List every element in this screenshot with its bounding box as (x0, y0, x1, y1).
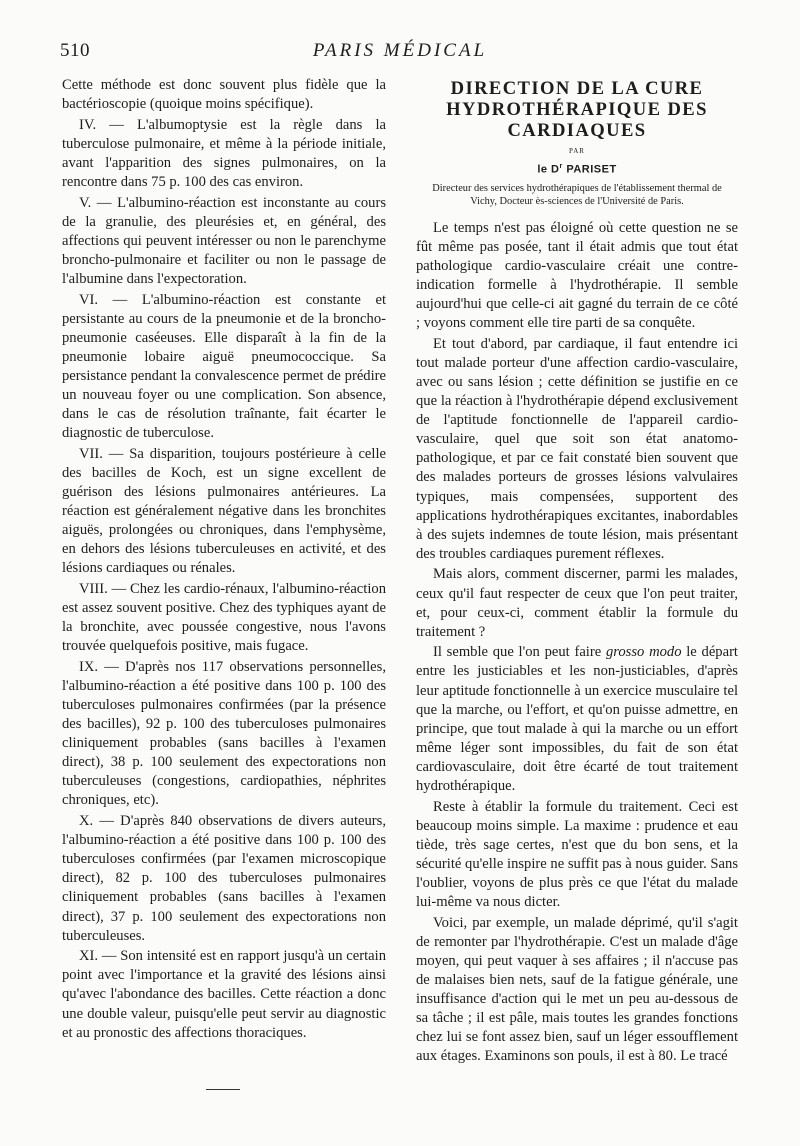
paragraph (416, 643, 738, 796)
paragraph: IV. — L'albumoptysie est la règle dans la tuberculose pulmonaire, et même à la période initiale, avant l'apparition des signes pulmonaires, on la rencontre dans 75 p. 100 des cas environ. (62, 116, 386, 190)
paragraph: VIII. — Chez les cardio-rénaux, l'albumino-réaction est assez souvent positive. Chez des typhiques ayant de la bronchite, avec poussée congestive, nous l'avons trouvée quelquefois positive, mais fugace. (62, 580, 386, 655)
paragraph: VI. — L'albumino-réaction est constante et persistante au cours de la pneumonie et de la broncho-pneumonie caséeuses. Elle disparaît à la fin de la pneumonie lobaire aiguë pneumococcique. Sa persistance pendant la convalescence permet de prédire un nouveau foyer ou une complication. Son absence, dans le cas de résolution traînante, fait écarter le diagnostic de tuberculose. (62, 291, 386, 442)
italic-phrase: grosso modo (605, 644, 682, 661)
paragraph: Voici, par exemple, un malade déprimé, qu'il s'agit de remonter par l'hydrothérapie. C'est un malade d'âge moyen, qui peut vaquer à ses affaires ; il n'accuse pas de malaises bien nets, sauf de la fatigue générale, une insuffisance d'action qui le met un peu au-dessous de sa tâche ; il est pâle, mais toutes les grandes fonctions chez lui se font assez bien, sauf un léger essoufflement aux étages. Examinons son pouls, il est à 80. Le tracé (416, 914, 738, 1065)
article-title-line: CARDIAQUES (507, 120, 647, 141)
right-column (416, 78, 738, 1068)
paragraph-text: Il semble que l'on peut faire (433, 644, 606, 661)
paragraph: X. — D'après 840 observations de divers auteurs, l'albumino-réaction a été positive dans 100 p. 100 des tuberculoses confirmées (par l'examen microscopique direct), 82 p. 100 des tuberculoses pulmonaires cliniquement probables (sans bacilles à l'examen direct), 37 p. 100 seulement des expectorations non tuberculeuses. (62, 813, 386, 944)
paragraph: IX. — D'après nos 117 observations personnelles, l'albumino-réaction a été positive dans 100 p. 100 des tuberculoses pulmonaires confirmées (par la présence des bacilles), 92 p. 100 des tuberculoses pulmonaires cliniquement probables (sans bacilles à l'examen direct), 38 p. 100 seulement des expectorations non tuberculeuses (congestions, cardiopathies, néphrites chroniques, etc). (62, 658, 386, 809)
paragraph: XI. — Son intensité est en rapport jusqu'à un certain point avec l'importance et la gravité des lésions ainsi qu'avec l'abondance des bacilles. Cette réaction a donc une double valeur, puisqu'elle peut servir au diagnostic et au pronostic des affections thoraciques. (62, 948, 386, 1041)
author-name: PARISET (566, 163, 617, 176)
paragraph: V. — L'albumino-réaction est inconstante au cours de la granulie, des pleurésies et, en général, des affections qui peuvent intéresser ou non le parenchyme broncho-pulmonaire et faciliter ou non le passage de l'albumine dans l'expectoration. (62, 194, 386, 287)
author-prefix: le D (537, 163, 560, 176)
paragraph: Reste à établir la formule du traitement. Ceci est beaucoup moins simple. La maxime : prudence et eau tiède, très sage certes, n'est que du bon sens, et la sécurité qu'elle inspire ne suffit pas à nous guider. Sans l'oublier, voyons de plus près ce que l'état du malade lui-même va nous dicter. (416, 798, 738, 911)
running-title: PARIS MÉDICAL (312, 40, 488, 61)
article-title-line: DIRECTION DE LA CURE (450, 78, 704, 99)
byline-author (416, 157, 738, 180)
section-end-rule (206, 1089, 240, 1090)
author-affiliation: Directeur des services hydrothérapiques de l'établissement thermal de Vichy, Docteur ès-sciences de l'Université de Paris. (432, 182, 722, 207)
paragraph: Le temps n'est pas éloigné où cette question ne se fût même pas posée, tant il était admis que tout état pathologique cardio-vasculaire créait une contre-indication formelle à l'hydrothérapie. Il semble aujourd'hui que celle-ci ait gagné du terrain de ce côté ; voyons comment elle tire parti de sa conquête. (416, 219, 738, 332)
paragraph: Et tout d'abord, par cardiaque, il faut entendre ici tout malade porteur d'une affection cardio-vasculaire, avec ou sans lésion ; cette définition se justifie en ce que la réaction à l'hydrothérapie dépend exclusivement de l'aptitude fonctionnelle de l'appareil cardio-vasculaire, quel que soit son état anatomo-pathologique, et par ce fait constaté bien souvent que des malades porteurs de grosses lésions valvulaires typiques, mais compensées, supportent des applications hydrothérapiques excitantes, inabordables à des sujets indemnes de toute lésion, mais présentant des troubles cardiaques purement réflexes. (416, 335, 738, 562)
paragraph: Mais alors, comment discerner, parmi les malades, ceux qu'il faut respecter de ceux que l'on peut traiter, et, pour ceux-ci, comment établir la formule du traitement ? (416, 566, 738, 640)
article-title (416, 78, 738, 141)
paragraph: VII. — Sa disparition, toujours postérieure à celle des bacilles de Koch, est un signe excellent de guérison des lésions pulmonaires antérieures. La réaction est généralement négative dans les bronchites aiguës, prolongées ou chroniques, dans l'emphysème, en dehors des lésions tuberculeuses en activité, et des lésions cardiaques ou rénales. (62, 445, 386, 577)
byline-par: PAR (569, 147, 585, 155)
page-number: 510 (60, 40, 90, 61)
author-prefix-sup: r (559, 163, 563, 170)
paragraph-text: le départ entre les justiciables et les non-justiciables, d'après leur aptitude fonctionnelle à un exercice musculaire tel que la marche, ou l'effort, et qu'on puisse admettre, en principe, que tout malade à qui la marche ou un effort même léger sont impossibles, du fait de son état cardiovasculaire, doit être écarté de tout traitement hydrothérapique. (416, 644, 738, 794)
paragraph: Cette méthode est donc souvent plus fidèle que la bactérioscopie (quoique moins spécifique). (62, 77, 386, 113)
left-column (62, 76, 386, 1090)
article-title-line: HYDROTHÉRAPIQUE DES (446, 99, 708, 120)
